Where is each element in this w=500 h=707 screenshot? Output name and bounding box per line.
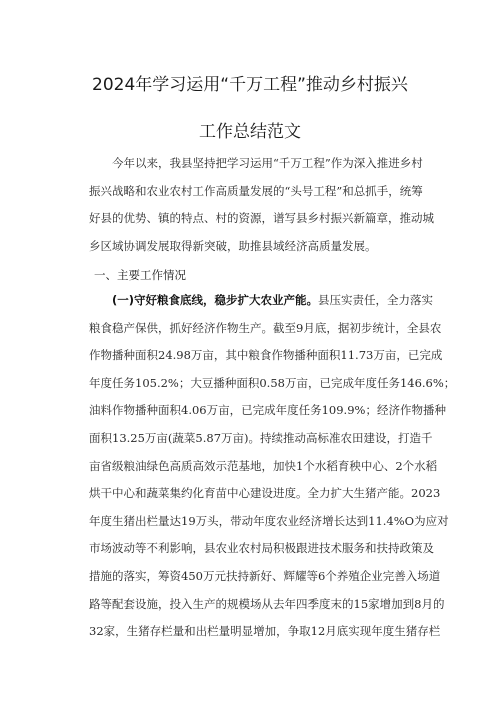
subsection-paragraph: [89, 287, 456, 646]
body-line: 措施的落实，筹资450万元扶持新好、辉耀等6个养殖企业完善入场道: [89, 568, 441, 583]
subsection-first-line-text: 县压实责任，全力落实: [318, 293, 434, 307]
body-line: 粮食稳产保供，抓好经济作物生产。截至9月底，据初步统计，全县农: [89, 320, 442, 335]
body-line: 烘干中心和蔬菜集约化育苗中心建设进度。全力扩大生猪产能。2023: [89, 486, 441, 501]
subsection-first-line: [89, 287, 434, 315]
section-heading: 一、主要工作情况: [94, 268, 186, 282]
body-line: 作物播种面积24.98万亩，其中粮食作物播种面积11.73万亩，已完成: [89, 348, 443, 363]
document-title-line-1: 2024年学习运用“千万工程”推动乡村振兴: [92, 75, 408, 95]
intro-line: 今年以来，我县坚持把学习运用“千万工程”作为深入推进乡村: [112, 156, 423, 170]
body-line: 年度生猪出栏量达19万头，带动年度农业经济增长达到11.4%O为应对: [89, 513, 449, 528]
intro-line: 乡区域协调发展取得新突破，助推县域经济高质量发展。: [89, 238, 377, 253]
body-line: 亩省级粮油绿色高质高效示范基地，加快1个水稻育秧中心、2个水稻: [89, 458, 438, 473]
body-line: 面积13.25万亩(蔬菜5.87万亩)。持续推动高标准农田建设，打造千: [89, 430, 433, 445]
body-line: 年度任务105.2%；大豆播种面积0.58万亩，已完成年度任务146.6%；: [89, 375, 456, 390]
intro-paragraph: [89, 150, 434, 260]
subsection-heading: (一)守好粮食底线，稳步扩大农业产能。: [112, 293, 319, 307]
body-line: 市场波动等不利影响，县农业农村局积极跟进技术服务和扶持政策及: [89, 541, 434, 556]
intro-line: 振兴战略和农业农村工作高质量发展的“头号工程”和总抓手，统筹: [89, 183, 423, 198]
body-line: 油料作物播种面积4.06万亩，已完成年度任务109.9%；经济作物播种: [89, 403, 446, 418]
body-line: 32家，生猪存栏量和出栏量明显增加，争取12月底实现年度生猪存栏: [89, 624, 441, 639]
document-title-line-2: 工作总结范文: [199, 122, 301, 142]
body-line: 路等配套设施，投入生产的规模场从去年四季度末的15家增加到8月的: [89, 596, 445, 611]
intro-line: 好县的优势、镇的特点、村的资源，谱写县乡村振兴新篇章，推动城: [89, 211, 434, 226]
